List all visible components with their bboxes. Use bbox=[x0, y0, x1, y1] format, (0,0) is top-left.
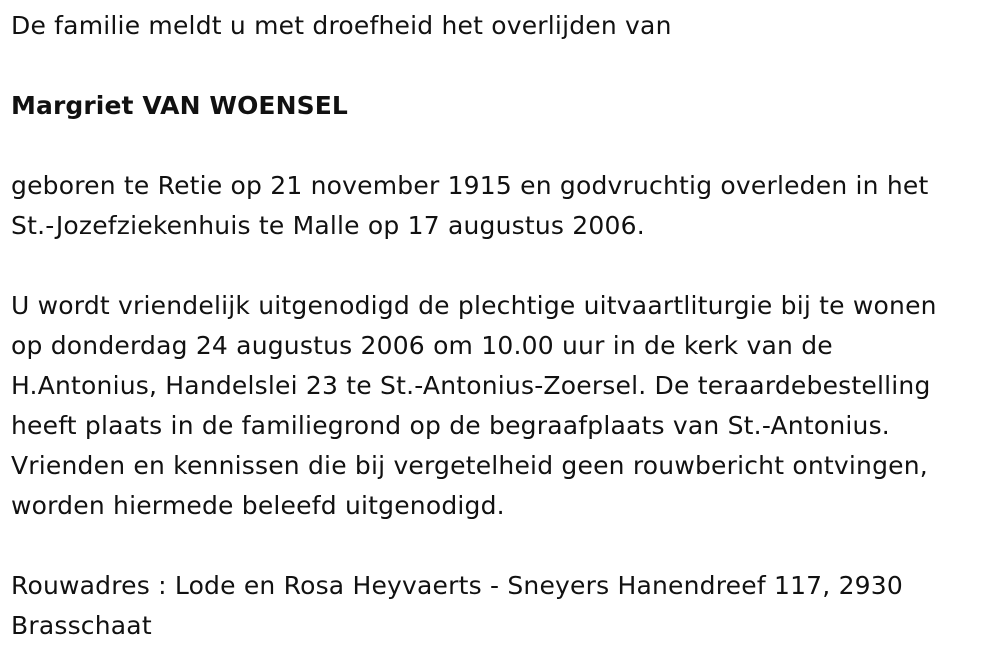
spacer bbox=[11, 126, 996, 166]
death-notice bbox=[11, 6, 996, 646]
intro-line: De familie meldt u met droefheid het overlijden van bbox=[11, 11, 672, 40]
spacer bbox=[11, 246, 996, 286]
spacer bbox=[11, 526, 996, 566]
invitation-paragraph: U wordt vriendelijk uitgenodigd de plechtige uitvaartliturgie bij te wonen op donderdag 24 augustus 2006 om 10.00 uur in de kerk van de H.Antonius, Handelslei 23 te St.-Antonius-Zoersel. De teraardebestelling heeft plaats in de familiegrond op de begraafplaats van St.-Antonius. Vrienden en kennissen die bij vergetelheid geen rouwbericht ontvingen, worden hiermede beleefd uitgenodigd. bbox=[11, 291, 937, 520]
birth-death-paragraph: geboren te Retie op 21 november 1915 en godvruchtig overleden in het St.-Jozefziekenhuis te Malle op 17 augustus 2006. bbox=[11, 171, 929, 240]
deceased-name: Margriet VAN WOENSEL bbox=[11, 91, 348, 120]
spacer bbox=[11, 46, 996, 86]
mourning-address: Rouwadres : Lode en Rosa Heyvaerts - Sneyers Hanendreef 117, 2930 Brasschaat bbox=[11, 571, 904, 640]
